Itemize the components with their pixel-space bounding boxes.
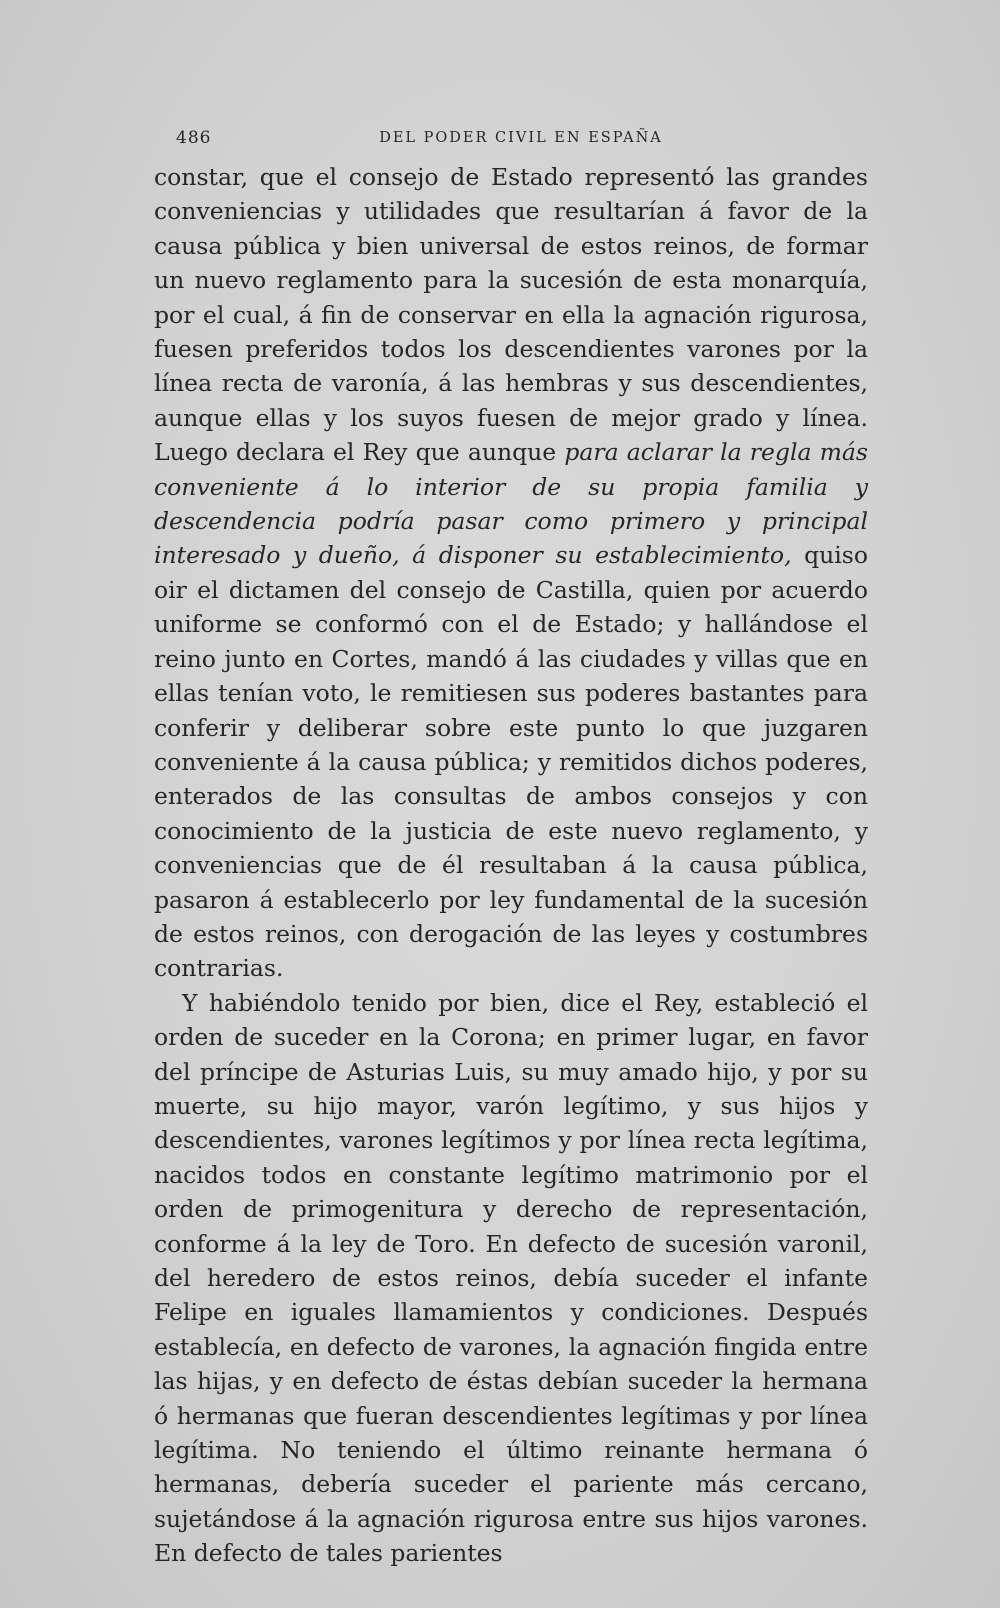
paragraph-1-text-end: quiso oir el dictamen del consejo de Castilla, quien por acuerdo uniforme se conformó con el de Estado; y hallándose el reino junto en Cortes, mandó á las ciudades y villas que en ellas tenían voto, le remitiesen sus poderes bastantes para conferir y deliberar sobre este punto lo que juzgaren conveniente á la causa pública; y remitidos dichos poderes, enterados de las consultas de ambos consejos y con conocimiento de la justicia de este nuevo reglamento, y conveniencias que de él resultaban á la causa pública, pasaron á establecerlo por ley fundamental de la sucesión de estos reinos, con derogación de las leyes y costumbres contrarias. [154, 541, 868, 983]
paragraph-1 [154, 160, 868, 986]
page-header [176, 128, 866, 156]
paragraph-2: Y habiéndolo tenido por bien, dice el Rey, estableció el orden de suceder en la Corona; en primer lugar, en favor del príncipe de Asturias Luis, su muy amado hijo, y por su muerte, su hijo mayor, varón legítimo, y sus hijos y descendientes, varones legítimos y por línea recta legítima, nacidos todos en constante legítimo matrimonio por el orden de primogenitura y derecho de representación, conforme á la ley de Toro. En defecto de sucesión varonil, del heredero de estos reinos, debía suceder el infante Felipe en iguales llamamientos y condiciones. Después establecía, en defecto de varones, la agnación fingida entre las hijas, y en defecto de éstas debían suceder la hermana ó hermanas que fueran descendientes legítimas y por línea legítima. No teniendo el último reinante hermana ó hermanas, debería suceder el pariente más cercano, sujetándose á la agnación rigurosa entre sus hijos varones. En defecto de tales parientes [154, 988, 868, 1568]
body-text [154, 160, 868, 1571]
page-number: 486 [176, 128, 212, 148]
paragraph-1-text-start: constar, que el consejo de Estado representó las grandes conveniencias y utilidades que resultarían á favor de la causa pública y bien universal de estos reinos, de formar un nuevo reglamento para la sucesión de esta monarquía, por el cual, á fin de conservar en ella la agnación rigurosa, fuesen preferidos todos los descendientes varones por la línea recta de varonía, á las hembras y sus descendientes, aunque ellas y los suyos fuesen de mejor grado y línea. Luego declara el Rey que aunque [154, 163, 868, 467]
paragraph-1-italic-quote: para aclarar la regla más conveniente á lo interior de su propia familia y descendencia podría pasar como primero y principal interesado y dueño, á disponer su establecimiento, [154, 438, 868, 570]
running-title: DEL PODER CIVIL EN ESPAÑA [379, 130, 663, 146]
